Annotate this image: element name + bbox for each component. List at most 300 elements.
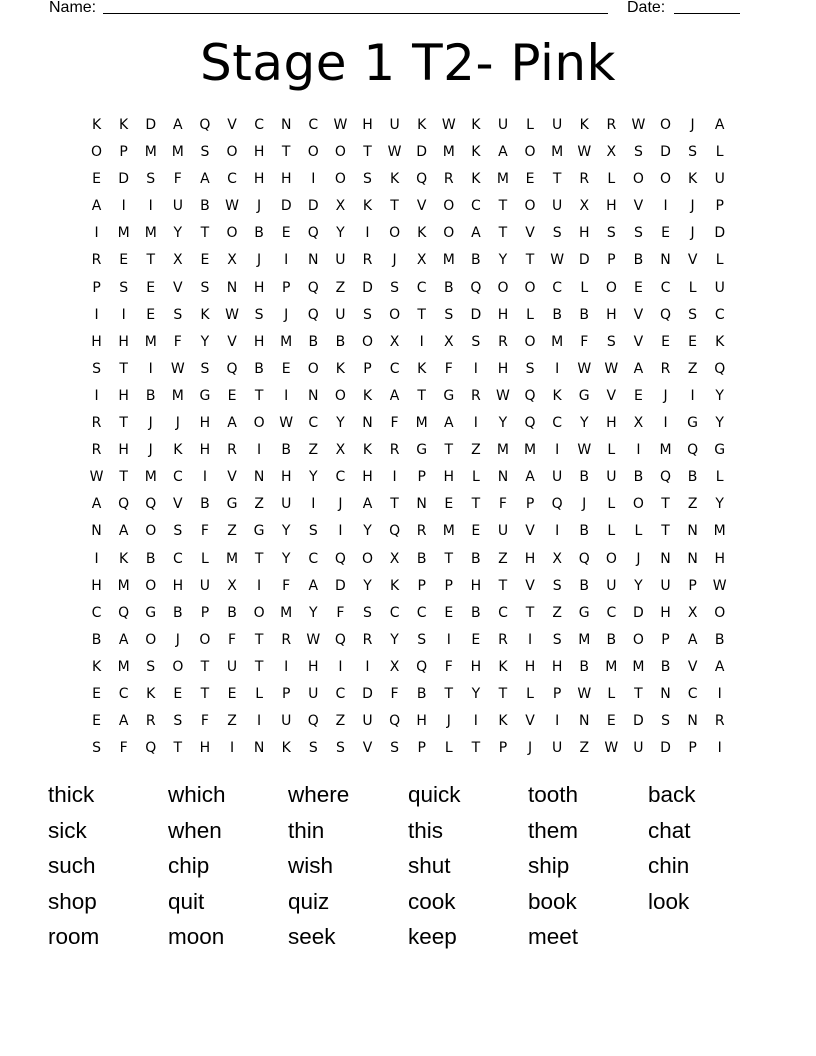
grid-letter: E xyxy=(119,252,129,269)
word-list-item: sick xyxy=(48,817,87,843)
grid-letter: A xyxy=(714,658,725,675)
grid-letter: K xyxy=(498,658,508,675)
grid-letter: D xyxy=(416,144,428,161)
grid-letter: E xyxy=(606,713,616,730)
grid-letter: J xyxy=(446,713,451,730)
grid-letter: F xyxy=(580,333,589,350)
grid-letter: T xyxy=(254,631,264,648)
grid-letter: T xyxy=(417,306,426,323)
grid-letter: S xyxy=(254,306,264,323)
grid-letter: L xyxy=(607,171,616,188)
grid-letter: T xyxy=(200,225,210,242)
grid-letter: B xyxy=(145,387,156,404)
grid-letter: C xyxy=(389,360,400,377)
grid-letter: E xyxy=(471,631,481,648)
word-list-item: back xyxy=(648,782,696,807)
grid-letter: P xyxy=(281,685,291,702)
grid-letter: O xyxy=(253,604,265,621)
grid-letter: A xyxy=(91,496,102,513)
grid-letter: O xyxy=(524,333,536,350)
grid-letter: K xyxy=(362,442,373,459)
grid-letter: O xyxy=(172,658,184,675)
word-list-item: thick xyxy=(48,782,95,807)
grid-letter: W xyxy=(712,577,727,594)
grid-letter: O xyxy=(334,387,346,404)
word-list-item: which xyxy=(168,782,226,807)
grid-letter: S xyxy=(200,279,210,296)
word-list-item: room xyxy=(48,924,100,950)
grid-row xyxy=(83,302,733,329)
grid-letter: M xyxy=(117,577,130,594)
grid-letter: D xyxy=(633,713,644,730)
grid-letter: R xyxy=(145,713,156,730)
grid-letter: B xyxy=(227,604,237,621)
grid-letter: V xyxy=(416,198,427,215)
grid-letter: I xyxy=(392,469,397,486)
grid-letter: Q xyxy=(307,306,319,323)
grid-letter: I xyxy=(94,225,99,242)
grid-letter: P xyxy=(417,577,426,594)
grid-letter: R xyxy=(416,523,427,540)
grid-letter: B xyxy=(660,658,671,675)
grid-letter: O xyxy=(334,144,346,161)
grid-letter: D xyxy=(660,144,671,161)
grid-letter: T xyxy=(417,387,426,404)
grid-letter: U xyxy=(633,740,644,757)
grid-letter: Z xyxy=(687,496,698,513)
grid-letter: Y xyxy=(309,604,318,621)
grid-letter: I xyxy=(365,658,370,675)
grid-letter: H xyxy=(308,658,319,675)
grid-row xyxy=(83,708,733,735)
grid-row xyxy=(83,275,733,302)
grid-letter: U xyxy=(497,117,509,133)
grid-letter: M xyxy=(280,333,293,350)
grid-letter: J xyxy=(148,415,153,432)
grid-letter: H xyxy=(199,415,211,432)
grid-letter: E xyxy=(146,279,156,296)
grid-letter: R xyxy=(660,360,671,377)
grid-letter: G xyxy=(199,387,211,404)
grid-letter: I xyxy=(94,550,99,567)
grid-row xyxy=(83,437,733,464)
grid-letter: J xyxy=(582,496,587,513)
grid-letter: L xyxy=(607,523,616,540)
grid-letter: T xyxy=(390,198,399,215)
grid-letter: A xyxy=(471,225,481,242)
grid-letter: T xyxy=(173,740,183,757)
grid-letter: M xyxy=(415,415,428,432)
grid-letter: X xyxy=(389,333,400,350)
grid-letter: X xyxy=(389,658,400,675)
grid-letter: A xyxy=(227,415,237,432)
grid-letter: W xyxy=(225,198,239,215)
grid-row xyxy=(83,410,733,437)
grid-letter: F xyxy=(227,631,237,648)
grid-letter: H xyxy=(606,415,617,432)
grid-letter: M xyxy=(713,523,726,540)
grid-letter: I xyxy=(257,442,262,459)
grid-letter: P xyxy=(715,198,724,215)
grid-letter: Y xyxy=(309,469,318,486)
grid-letter: C xyxy=(91,604,102,621)
grid-letter: B xyxy=(254,360,264,377)
grid-letter: R xyxy=(498,631,508,648)
grid-letter: P xyxy=(688,577,697,594)
grid-letter: T xyxy=(444,442,454,459)
grid-letter: I xyxy=(284,252,289,269)
grid-letter: P xyxy=(688,740,697,757)
grid-letter: I xyxy=(94,306,99,323)
grid-letter: B xyxy=(714,631,725,648)
grid-letter: G xyxy=(714,442,726,459)
grid-letter: I xyxy=(717,685,722,702)
grid-letter: Z xyxy=(227,523,237,540)
grid-letter: U xyxy=(172,198,183,215)
grid-letter: H xyxy=(118,333,129,350)
word-list-item: cook xyxy=(408,888,456,914)
grid-letter: I xyxy=(555,442,560,459)
grid-letter: E xyxy=(281,225,291,242)
grid-letter: S xyxy=(633,225,643,242)
grid-row xyxy=(83,220,733,247)
word-list-item: chin xyxy=(648,853,690,879)
grid-letter: Q xyxy=(714,360,726,377)
grid-letter: O xyxy=(307,144,319,161)
grid-letter: J xyxy=(663,387,668,404)
grid-letter: S xyxy=(308,523,318,540)
grid-letter: U xyxy=(606,469,617,486)
grid-letter: V xyxy=(633,198,644,215)
grid-letter: Y xyxy=(390,631,399,648)
grid-letter: U xyxy=(226,658,238,675)
grid-letter: M xyxy=(171,387,184,404)
grid-letter: Q xyxy=(660,306,672,323)
grid-letter: O xyxy=(226,144,238,161)
grid-letter: J xyxy=(338,496,343,513)
grid-letter: H xyxy=(253,171,265,188)
grid-letter: I xyxy=(365,225,370,242)
grid-letter: N xyxy=(280,117,292,133)
grid-letter: A xyxy=(118,523,129,540)
grid-letter: O xyxy=(389,225,401,242)
grid-letter: I xyxy=(284,387,289,404)
grid-letter: E xyxy=(471,523,481,540)
grid-letter: H xyxy=(280,469,292,486)
grid-letter: Q xyxy=(199,117,211,133)
grid-letter: I xyxy=(148,360,153,377)
grid-letter: C xyxy=(498,604,508,621)
grid-letter: U xyxy=(335,252,346,269)
grid-letter: C xyxy=(714,306,725,323)
grid-letter: E xyxy=(92,713,101,730)
grid-letter: T xyxy=(498,198,508,215)
grid-letter: F xyxy=(200,713,209,730)
grid-letter: S xyxy=(173,306,183,323)
grid-letter: X xyxy=(633,415,644,432)
grid-letter: K xyxy=(417,117,427,133)
grid-letter: E xyxy=(92,171,101,188)
grid-letter: H xyxy=(606,198,617,215)
grid-letter: S xyxy=(552,631,562,648)
grid-letter: X xyxy=(606,144,617,161)
grid-letter: S xyxy=(146,171,156,188)
grid-letter: Q xyxy=(334,631,346,648)
grid-letter: Q xyxy=(578,550,590,567)
grid-letter: Y xyxy=(200,333,210,350)
grid-letter: M xyxy=(144,333,157,350)
grid-letter: B xyxy=(416,550,427,567)
word-list-item: chip xyxy=(168,853,210,879)
word-list-item: meet xyxy=(528,924,579,950)
grid-letter: J xyxy=(257,198,262,215)
grid-letter: B xyxy=(579,306,590,323)
grid-letter: Z xyxy=(335,713,346,730)
grid-letter: J xyxy=(284,306,289,323)
grid-letter: S xyxy=(471,333,481,350)
grid-letter: H xyxy=(253,279,265,296)
grid-letter: L xyxy=(634,523,643,540)
grid-letter: E xyxy=(173,685,183,702)
grid-letter: V xyxy=(173,496,183,513)
grid-letter: Z xyxy=(254,496,264,513)
grid-letter: L xyxy=(715,469,724,486)
grid-letter: U xyxy=(552,198,563,215)
grid-letter: F xyxy=(173,171,182,188)
grid-letter: P xyxy=(281,279,291,296)
grid-letter: D xyxy=(362,685,373,702)
grid-letter: M xyxy=(117,658,130,675)
grid-letter: C xyxy=(335,469,346,486)
grid-letter: C xyxy=(335,685,346,702)
grid-letter: W xyxy=(604,740,619,757)
grid-letter: N xyxy=(687,523,698,540)
grid-letter: U xyxy=(281,713,292,730)
grid-row xyxy=(83,356,733,383)
grid-letter: S xyxy=(661,713,670,730)
grid-letter: O xyxy=(334,171,346,188)
grid-letter: H xyxy=(280,171,292,188)
grid-letter: T xyxy=(444,685,454,702)
grid-letter: D xyxy=(470,306,482,323)
grid-letter: B xyxy=(335,333,346,350)
grid-letter: I xyxy=(555,360,560,377)
grid-letter: I xyxy=(555,713,560,730)
grid-letter: Q xyxy=(118,496,130,513)
grid-letter: S xyxy=(633,144,643,161)
grid-letter: L xyxy=(580,279,589,296)
grid-letter: T xyxy=(200,658,210,675)
grid-row xyxy=(83,329,733,356)
grid-letter: H xyxy=(714,550,725,567)
grid-letter: R xyxy=(91,415,102,432)
grid-letter: K xyxy=(417,225,427,242)
grid-letter: M xyxy=(144,144,157,161)
grid-letter: S xyxy=(92,360,101,377)
grid-letter: B xyxy=(254,225,264,242)
grid-letter: K xyxy=(119,550,129,567)
grid-letter: O xyxy=(226,225,238,242)
grid-letter: X xyxy=(335,442,346,459)
grid-letter: I xyxy=(473,415,478,432)
grid-letter: S xyxy=(173,713,183,730)
grid-letter: Y xyxy=(498,252,508,269)
grid-letter: I xyxy=(257,577,262,594)
grid-letter: O xyxy=(605,550,617,567)
word-list-item: ship xyxy=(528,853,570,879)
grid-letter: S xyxy=(363,604,372,621)
grid-letter: I xyxy=(202,469,207,486)
grid-letter: P xyxy=(92,279,101,296)
grid-letter: I xyxy=(419,333,424,350)
grid-letter: O xyxy=(307,360,319,377)
grid-letter: C xyxy=(660,279,671,296)
grid-letter: V xyxy=(227,333,237,350)
grid-letter: N xyxy=(660,550,671,567)
word-list-item: such xyxy=(48,853,96,879)
grid-letter: H xyxy=(497,360,509,377)
grid-letter: E xyxy=(661,333,670,350)
grid-letter: Q xyxy=(687,442,699,459)
grid-letter: J xyxy=(690,117,695,133)
grid-letter: M xyxy=(442,523,455,540)
grid-letter: T xyxy=(525,252,535,269)
grid-letter: A xyxy=(633,360,644,377)
grid-letter: D xyxy=(714,225,726,242)
grid-letter: S xyxy=(525,360,535,377)
grid-letter: I xyxy=(148,198,153,215)
grid-letter: O xyxy=(605,279,617,296)
grid-row xyxy=(83,735,733,762)
grid-letter: K xyxy=(200,306,210,323)
grid-letter: P xyxy=(444,577,453,594)
grid-letter: O xyxy=(253,415,265,432)
grid-letter: T xyxy=(281,144,291,161)
grid-letter: K xyxy=(335,360,345,377)
grid-letter: I xyxy=(473,713,478,730)
grid-letter: X xyxy=(552,550,562,567)
grid-letter: L xyxy=(471,469,480,486)
grid-letter: S xyxy=(552,225,562,242)
grid-letter: D xyxy=(335,577,346,594)
grid-letter: U xyxy=(552,740,563,757)
grid-letter: Y xyxy=(579,415,589,432)
grid-letter: T xyxy=(363,144,372,161)
grid-letter: W xyxy=(577,685,592,702)
grid-letter: S xyxy=(200,144,210,161)
grid-letter: M xyxy=(605,658,618,675)
word-list-item: thin xyxy=(288,817,325,843)
grid-letter: B xyxy=(606,631,617,648)
grid-letter: B xyxy=(687,469,698,486)
grid-letter: I xyxy=(121,198,126,215)
grid-letter: B xyxy=(579,469,590,486)
grid-letter: S xyxy=(552,577,562,594)
grid-letter: O xyxy=(389,306,401,323)
grid-letter: S xyxy=(444,306,454,323)
word-list-item: look xyxy=(648,888,690,914)
grid-letter: O xyxy=(199,631,211,648)
grid-letter: K xyxy=(91,117,102,133)
grid-letter: W xyxy=(306,631,321,648)
grid-letter: Y xyxy=(336,225,345,242)
grid-letter: H xyxy=(443,469,455,486)
grid-letter: Z xyxy=(687,360,698,377)
grid-letter: H xyxy=(362,117,373,133)
grid-letter: Z xyxy=(498,550,508,567)
grid-letter: C xyxy=(172,469,183,486)
grid-letter: C xyxy=(308,550,319,567)
grid-letter: H xyxy=(199,740,211,757)
grid-letter: M xyxy=(171,144,184,161)
grid-letter: H xyxy=(470,577,482,594)
grid-letter: Q xyxy=(307,225,319,242)
grid-row xyxy=(83,654,733,681)
date-blank-line[interactable] xyxy=(674,13,740,14)
grid-letter: S xyxy=(173,523,183,540)
grid-letter: O xyxy=(632,496,644,513)
grid-letter: Z xyxy=(227,713,237,730)
grid-letter: O xyxy=(660,171,672,188)
grid-letter: M xyxy=(117,225,130,242)
grid-letter: H xyxy=(578,225,590,242)
grid-letter: E xyxy=(444,496,454,513)
grid-letter: I xyxy=(311,496,316,513)
grid-letter: U xyxy=(199,577,211,594)
grid-letter: D xyxy=(660,740,671,757)
grid-letter: V xyxy=(525,523,535,540)
grid-letter: I xyxy=(636,442,641,459)
grid-letter: A xyxy=(91,198,102,215)
grid-letter: I xyxy=(284,658,289,675)
word-list-item: this xyxy=(408,817,444,843)
grid-letter: S xyxy=(417,631,427,648)
grid-letter: T xyxy=(254,658,264,675)
grid-letter: O xyxy=(145,577,157,594)
word-list-item: quick xyxy=(408,782,461,807)
grid-letter: B xyxy=(200,198,210,215)
grid-letter: C xyxy=(416,279,427,296)
grid-letter: B xyxy=(416,685,427,702)
grid-letter: O xyxy=(660,117,672,133)
grid-letter: G xyxy=(226,496,238,513)
grid-letter: Q xyxy=(551,496,563,513)
grid-letter: S xyxy=(200,360,210,377)
grid-letter: B xyxy=(579,577,590,594)
grid-letter: I xyxy=(555,523,560,540)
date-label: Date: xyxy=(627,0,666,16)
grid-letter: I xyxy=(446,631,451,648)
grid-letter: E xyxy=(633,279,643,296)
grid-letter: A xyxy=(389,387,400,404)
grid-letter: F xyxy=(173,333,182,350)
grid-row xyxy=(83,464,733,491)
grid-letter: C xyxy=(552,279,563,296)
grid-letter: K xyxy=(91,658,102,675)
grid-letter: E xyxy=(92,685,101,702)
letter-grid xyxy=(83,112,733,762)
word-list-item: keep xyxy=(408,924,457,950)
grid-letter: P xyxy=(363,360,372,377)
grid-letter: A xyxy=(118,713,129,730)
grid-letter: O xyxy=(145,631,157,648)
grid-letter: C xyxy=(172,550,183,567)
grid-letter: U xyxy=(389,117,400,133)
word-list-item: where xyxy=(288,782,350,807)
name-blank-line[interactable] xyxy=(103,13,608,14)
grid-letter: R xyxy=(470,387,481,404)
grid-letter: K xyxy=(471,171,481,188)
